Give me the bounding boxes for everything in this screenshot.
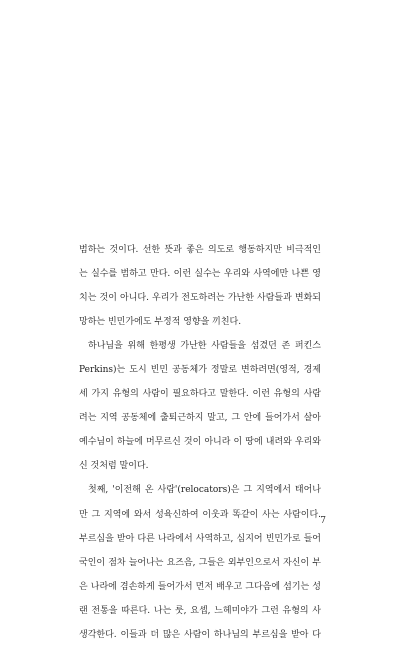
text-line: 예수님이 하늘에 머무르신 것이 아니라 이 땅에 내려와 우리와 <box>79 437 321 448</box>
text-line: 국인이 점차 늘어나는 요즈음, 그들은 외부인으로서 자신이 부 <box>79 557 321 568</box>
text-line: 랜 전통을 따른다. 나는 룻, 요셉, 느헤미야가 그런 유형의 사 <box>79 605 321 616</box>
text-line: 부르심을 받아 다른 나라에서 사역하고, 심지어 빈민가로 들어 <box>79 533 321 544</box>
text-line: 만 그 지역에 와서 성육신하여 이웃과 똑같이 사는 사람이다. <box>79 509 321 520</box>
text-line: 려는 지역 공동체에 출퇴근하지 말고, 그 안에 들어가서 살아 <box>79 413 321 424</box>
text-line: 세 가지 유형의 사람이 필요하다고 말한다. 이런 유형의 사람 <box>79 389 321 400</box>
text-line: 은 나라에 겸손하게 들어가서 먼저 배우고 그다음에 섬기는 성 <box>79 581 321 592</box>
page-number: 7 <box>320 516 326 526</box>
body-text <box>79 238 321 647</box>
text-line: 는 실수를 범하고 만다. 이런 실수는 우리와 사역에만 나쁜 영 <box>79 269 321 280</box>
text-line: 신 것처럼 말이다. <box>79 461 149 472</box>
text-line: 첫째, '이전해 온 사람'(relocators)은 그 지역에서 태어나 <box>88 485 321 496</box>
text-line: 치는 것이 아니다. 우리가 전도하려는 가난한 사람들과 변화되 <box>79 293 321 304</box>
text-line: Perkins)는 도시 빈민 공동체가 정말로 변하려면(영적, 경제 <box>79 365 321 376</box>
text-line: 망하는 빈민가에도 부정적 영향을 끼친다. <box>79 317 242 328</box>
text-line: 범하는 것이다. 선한 뜻과 좋은 의도로 행동하지만 비극적인 <box>79 245 321 255</box>
text-line: 생각한다. 이들과 더 많은 사람이 하나님의 부르심을 받아 다 <box>79 629 321 640</box>
text-line: 하나님을 위해 한평생 가난한 사람들을 섬겼던 존 퍼킨스 <box>88 341 321 352</box>
